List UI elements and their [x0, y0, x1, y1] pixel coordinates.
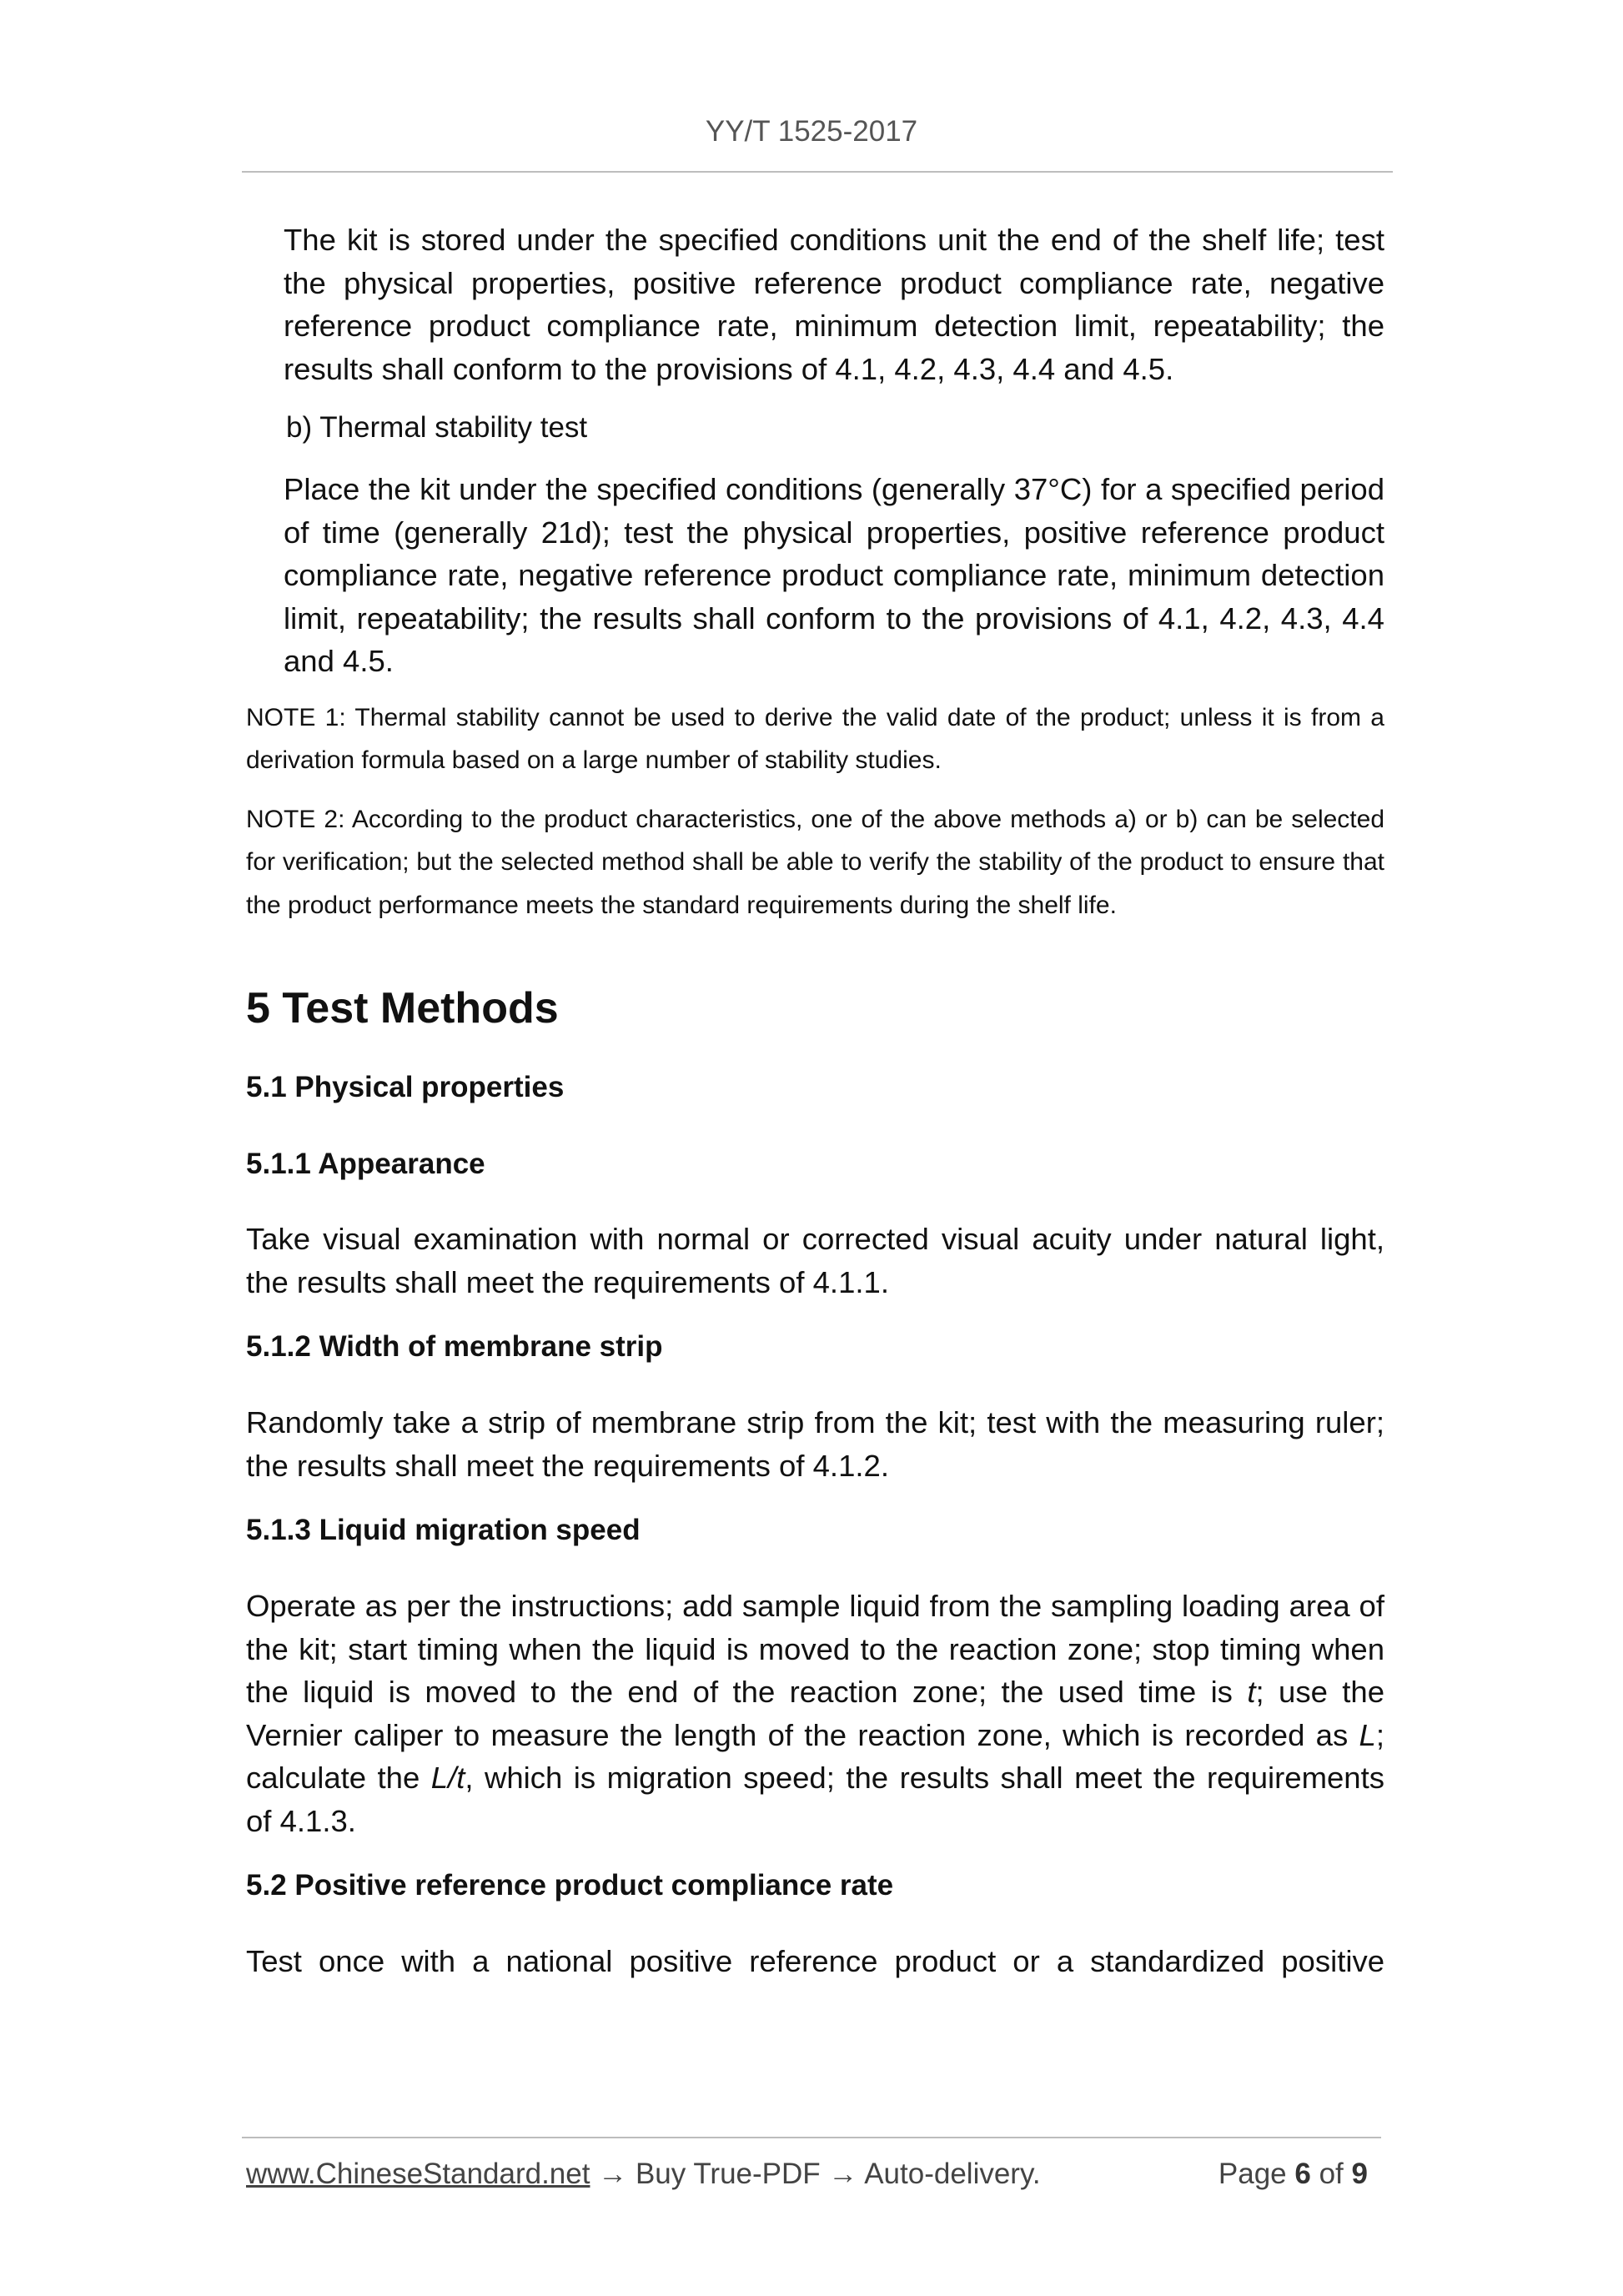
note-2: NOTE 2: According to the product characteristics, one of the above methods a) or b) can be selected for verification; but the selected method shall be able to verify the stability of the product to ensure that the product performance meets the standard requirements during the shelf life. — [246, 805, 1384, 919]
speed-formula: L/t — [430, 1761, 465, 1795]
migration-speed-paragraph — [246, 1585, 1384, 1842]
section-5-2-heading: 5.2 Positive reference product compliance rate — [246, 1869, 894, 1902]
membrane-width-paragraph: Randomly take a strip of membrane strip from the kit; test with the measuring ruler; the results shall meet the requirements of 4.1.2. — [246, 1405, 1384, 1483]
auto-delivery-text: Auto-delivery. — [864, 2158, 1041, 2190]
section-5-1-heading: 5.1 Physical properties — [246, 1071, 565, 1103]
buy-pdf-text: Buy True-PDF — [635, 2158, 821, 2190]
migration-text-b: ; use the Vernier caliper to measure the length of the reaction zone, which is recorded as — [246, 1675, 1384, 1752]
page-total: 9 — [1351, 2158, 1368, 2190]
document-code-header: YY/T 1525-2017 — [705, 115, 918, 148]
length-variable: L — [1359, 1717, 1376, 1752]
page-number: 6 — [1294, 2158, 1311, 2190]
arrow-icon: → — [828, 2158, 858, 2190]
shelf-life-paragraph: The kit is stored under the specified conditions unit the end of the shelf life; test the physical properties, positive reference product compliance rate, negative reference product compliance rate, minimum detection limit, repeatability; the results shall conform to the provisions of 4.1, 4.2, 4.3, 4.4 and 4.5. — [284, 223, 1384, 386]
section-5-1-2-heading: 5.1.2 Width of membrane strip — [246, 1330, 663, 1363]
section-5-heading: 5 Test Methods — [246, 984, 559, 1032]
note-1: NOTE 1: Thermal stability cannot be used to derive the valid date of the product; unless it is from a derivation formula based on a large number of stability studies. — [246, 703, 1384, 774]
migration-text-a: Operate as per the instructions; add sample liquid from the sampling loading area of the kit; start timing when the liquid is moved to the reaction zone; stop timing when the liquid is moved to the end of the reaction zone; the used time is — [246, 1589, 1384, 1709]
section-5-1-1-heading: 5.1.1 Appearance — [246, 1148, 485, 1180]
footer-divider — [242, 2137, 1381, 2138]
positive-compliance-paragraph: Test once with a national positive reference product or a standardized positive — [246, 1944, 1384, 1978]
page-indicator — [1219, 2158, 1368, 2191]
page-content — [246, 219, 1384, 1983]
section-5-1-3-heading: 5.1.3 Liquid migration speed — [246, 1514, 641, 1546]
website-link[interactable]: www.ChineseStandard.net — [246, 2158, 590, 2190]
migration-text-d: , which is migration speed; the results shall meet the requirements of 4.1.3. — [246, 1761, 1384, 1838]
of-label: of — [1319, 2158, 1344, 2190]
header-divider — [242, 171, 1393, 173]
arrow-icon: → — [598, 2158, 628, 2190]
page-label: Page — [1218, 2158, 1287, 2190]
appearance-paragraph: Take visual examination with normal or corrected visual acuity under natural light, the results shall meet the requirements of 4.1.1. — [246, 1222, 1384, 1299]
footer-promo — [246, 2158, 1041, 2191]
time-variable: t — [1247, 1675, 1256, 1709]
footer — [246, 2158, 1376, 2191]
migration-text-c: ; calculate the — [246, 1717, 1384, 1795]
thermal-stability-paragraph: Place the kit under the specified conditions (generally 37°C) for a specified period of time (generally 21d); test the physical properties, positive reference product compliance rate, negative reference product compliance rate, minimum detection limit, repeatability; the results shall conform to the provisions of 4.1, 4.2, 4.3, 4.4 and 4.5. — [284, 472, 1384, 678]
thermal-stability-item: b) Thermal stability test — [286, 411, 588, 444]
